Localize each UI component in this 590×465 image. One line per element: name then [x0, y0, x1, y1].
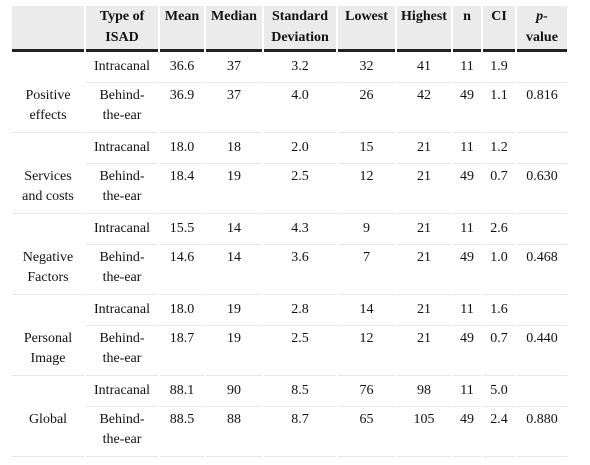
cell-highest: 21 — [397, 326, 451, 376]
cell-median: 37 — [206, 83, 262, 133]
cell-sd: 4.0 — [264, 83, 336, 133]
cell-lowest: 76 — [338, 376, 395, 407]
cell-type: Intracanal — [86, 52, 158, 83]
group-spacer-cell — [12, 295, 84, 326]
group-spacer-cell — [12, 133, 84, 164]
cell-lowest: 15 — [338, 133, 395, 164]
cell-p-value — [517, 214, 567, 245]
cell-lowest: 12 — [338, 164, 395, 214]
cell-median: 19 — [206, 164, 262, 214]
cell-n: 49 — [453, 83, 481, 133]
cell-lowest: 9 — [338, 214, 395, 245]
cell-median: 18 — [206, 133, 262, 164]
cell-median: 19 — [206, 326, 262, 376]
header-lowest: Lowest — [338, 6, 395, 52]
cell-n: 11 — [453, 133, 481, 164]
cell-p-value — [517, 376, 567, 407]
cell-highest: 98 — [397, 376, 451, 407]
cell-lowest: 65 — [338, 407, 395, 457]
cell-type: Intracanal — [86, 214, 158, 245]
cell-ci: 1.6 — [483, 295, 515, 326]
table-row-behind-the-ear — [12, 245, 567, 295]
cell-n: 11 — [453, 214, 481, 245]
cell-p-value: 0.630 — [517, 164, 567, 214]
table-body — [12, 52, 567, 457]
cell-highest: 42 — [397, 83, 451, 133]
cell-lowest: 26 — [338, 83, 395, 133]
cell-mean: 18.7 — [160, 326, 204, 376]
cell-n: 49 — [453, 245, 481, 295]
cell-median: 88 — [206, 407, 262, 457]
cell-p-value: 0.440 — [517, 326, 567, 376]
cell-mean: 18.0 — [160, 295, 204, 326]
cell-mean: 88.5 — [160, 407, 204, 457]
cell-type: Behind- the-ear — [86, 245, 158, 295]
cell-mean: 36.9 — [160, 83, 204, 133]
table-row-behind-the-ear — [12, 326, 567, 376]
cell-p-value: 0.880 — [517, 407, 567, 457]
cell-n: 11 — [453, 52, 481, 83]
cell-sd: 4.3 — [264, 214, 336, 245]
table-header — [12, 6, 567, 52]
cell-ci: 1.0 — [483, 245, 515, 295]
cell-mean: 88.1 — [160, 376, 204, 407]
cell-highest: 21 — [397, 214, 451, 245]
cell-sd: 2.5 — [264, 326, 336, 376]
table-row-behind-the-ear — [12, 407, 567, 457]
header-p-value: p- value — [517, 6, 567, 52]
cell-sd: 8.7 — [264, 407, 336, 457]
table-row-intracanal — [12, 295, 567, 326]
cell-p-value — [517, 295, 567, 326]
cell-p-value: 0.816 — [517, 83, 567, 133]
cell-median: 37 — [206, 52, 262, 83]
cell-sd: 2.0 — [264, 133, 336, 164]
cell-type: Intracanal — [86, 133, 158, 164]
cell-mean: 15.5 — [160, 214, 204, 245]
cell-highest: 41 — [397, 52, 451, 83]
table-row-intracanal — [12, 133, 567, 164]
header-mean: Mean — [160, 6, 204, 52]
cell-ci: 5.0 — [483, 376, 515, 407]
cell-p-value — [517, 52, 567, 83]
table-row-behind-the-ear — [12, 83, 567, 133]
cell-sd: 3.6 — [264, 245, 336, 295]
cell-mean: 14.6 — [160, 245, 204, 295]
table-row-intracanal — [12, 52, 567, 83]
cell-median: 90 — [206, 376, 262, 407]
group-spacer-cell — [12, 214, 84, 245]
table-row-intracanal — [12, 214, 567, 245]
cell-lowest: 12 — [338, 326, 395, 376]
cell-n: 11 — [453, 295, 481, 326]
cell-group-name: Personal Image — [12, 326, 84, 376]
cell-mean: 18.4 — [160, 164, 204, 214]
header-median: Median — [206, 6, 262, 52]
header-n: n — [453, 6, 481, 52]
header-ci: CI — [483, 6, 515, 52]
header-group — [12, 6, 84, 52]
header-type: Type of ISAD — [86, 6, 158, 52]
cell-ci: 1.1 — [483, 83, 515, 133]
cell-group-name: Negative Factors — [12, 245, 84, 295]
cell-highest: 21 — [397, 164, 451, 214]
cell-sd: 2.5 — [264, 164, 336, 214]
cell-median: 19 — [206, 295, 262, 326]
isad-statistics-table — [10, 6, 569, 457]
header-sd: Standard Deviation — [264, 6, 336, 52]
cell-ci: 1.9 — [483, 52, 515, 83]
cell-median: 14 — [206, 245, 262, 295]
cell-median: 14 — [206, 214, 262, 245]
cell-lowest: 14 — [338, 295, 395, 326]
cell-type: Intracanal — [86, 295, 158, 326]
cell-mean: 18.0 — [160, 133, 204, 164]
cell-lowest: 32 — [338, 52, 395, 83]
table-row-intracanal — [12, 376, 567, 407]
cell-highest: 21 — [397, 295, 451, 326]
cell-mean: 36.6 — [160, 52, 204, 83]
cell-highest: 105 — [397, 407, 451, 457]
cell-group-name: Global — [12, 407, 84, 457]
cell-lowest: 7 — [338, 245, 395, 295]
cell-ci: 2.6 — [483, 214, 515, 245]
cell-type: Behind- the-ear — [86, 407, 158, 457]
cell-n: 49 — [453, 164, 481, 214]
group-spacer-cell — [12, 52, 84, 83]
cell-sd: 3.2 — [264, 52, 336, 83]
cell-type: Behind- the-ear — [86, 83, 158, 133]
cell-highest: 21 — [397, 133, 451, 164]
cell-ci: 0.7 — [483, 326, 515, 376]
cell-type: Behind- the-ear — [86, 326, 158, 376]
cell-sd: 8.5 — [264, 376, 336, 407]
cell-sd: 2.8 — [264, 295, 336, 326]
cell-group-name: Positive effects — [12, 83, 84, 133]
cell-group-name: Services and costs — [12, 164, 84, 214]
cell-type: Intracanal — [86, 376, 158, 407]
cell-n: 49 — [453, 407, 481, 457]
cell-n: 49 — [453, 326, 481, 376]
cell-ci: 2.4 — [483, 407, 515, 457]
cell-type: Behind- the-ear — [86, 164, 158, 214]
cell-highest: 21 — [397, 245, 451, 295]
header-highest: Highest — [397, 6, 451, 52]
table-row-behind-the-ear — [12, 164, 567, 214]
cell-ci: 1.2 — [483, 133, 515, 164]
group-spacer-cell — [12, 376, 84, 407]
cell-n: 11 — [453, 376, 481, 407]
cell-p-value — [517, 133, 567, 164]
cell-p-value: 0.468 — [517, 245, 567, 295]
cell-ci: 0.7 — [483, 164, 515, 214]
